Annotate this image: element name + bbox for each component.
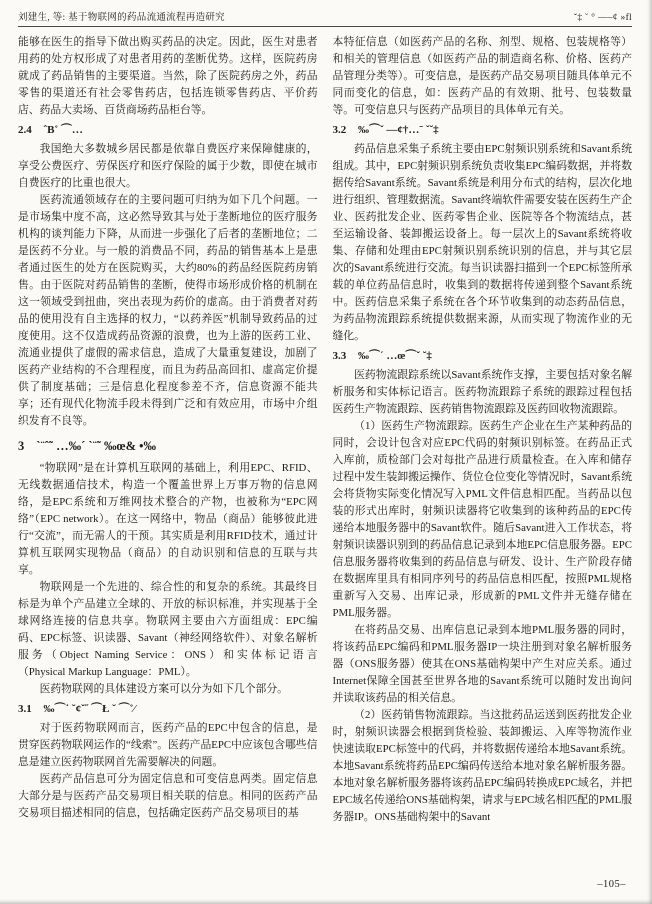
section-number: 3.1: [18, 703, 32, 715]
paragraph: 本特征信息（如医药产品的名称、剂型、规格、包装规格等）和相关的管理信息（如医药产品的制造商名称、价格、医药产品管理分类等）。可变信息，是医药产品交易项目随具体单元不同而变化的信息，如：医药产品的有效期、批号、包装数量等。可变信息只与医药产品项目的具体单元有关。: [332, 36, 632, 116]
section-title: ‰⌒ˇ —¢†…ˉ ˇ˘‡: [358, 124, 439, 136]
paragraph: 医药物联网的具体建设方案可以分为如下几个部分。: [39, 683, 288, 695]
paragraph: “物联网”是在计算机互联网的基础上，利用EPC、RFID、无线数据通信技术，构造一个覆盖世界上万事万物的信息网络，是EPC系统和万维网技术整合的产物，也被称为“EPC网络”（EPC network）。在这一网络中，物品（商品）能够彼此进行“交流”，而无需人的干预。其实质是利用RFID技术，通过计算机互联网实现物品（商品）的自动识别和信息的互联与共享。: [18, 462, 318, 576]
paragraph: 医药物流跟踪系统以Savant系统作支撑，主要包括对象名解析服务和实体标记语言。医药物流跟踪子系统的跟踪过程包括医药生产物流跟踪、医药销售物流跟踪及医药回收物流跟踪。: [332, 369, 632, 415]
paragraph: 我国绝大多数城乡居民都是依靠自费医疗来保障健康的，享受公费医疗、劳保医疗和医疗保险的属于少数，即使在城市自费医疗的比重也很大。: [18, 143, 318, 189]
section-number: 3.2: [332, 124, 347, 136]
section-heading: [18, 438, 318, 455]
section-number: 3: [18, 439, 25, 453]
right-column: [333, 34, 633, 870]
section-title: ˆΒ˚ ⌒…: [43, 124, 83, 136]
paragraph: 物联网是一个先进的、综合性的和复杂的系统。其最终目标是为单个产品建立全球的、开放的标识标准，并实现基于全球网络连接的信息共享。物联网主要由六方面组成：EPC编码、EPC标签、识读器、Savant（神经网络软件）、对象名解析服务（Object Naming Service：ONS）和实体标记语言（Physical Markup Language：PML）。: [18, 581, 318, 678]
section-title: ‰⌒ˊ …œ⌒ˇ ˘‡: [358, 350, 432, 362]
section-heading: [333, 348, 633, 365]
section-heading: [18, 701, 318, 718]
section-title: ˋ¨ˆ˜ …‰´ ˋ¨˜ ‰œ& •‰: [36, 439, 156, 453]
section-title: ‰⌒˙ ˘¢ˇ˝ ⌒Ł ˘ ⌒˚⁄: [43, 703, 136, 715]
section-heading: [333, 122, 633, 139]
section-number: 3.3: [332, 350, 347, 362]
section-heading: [18, 122, 318, 139]
content-columns: [18, 34, 632, 870]
paragraph: 对于医药物联网而言，医药产品的EPC中包含的信息，是贯穿医药物联网运作的“线索”。医药产品EPC中应该包含哪些信息是建立医药物联网首先需要解决的问题。: [18, 722, 318, 768]
left-column: [18, 34, 318, 870]
section-number: 2.4: [18, 124, 32, 136]
page-header: [18, 9, 632, 23]
page-number: –105–: [597, 879, 626, 890]
paragraph: （1）医药生产物流跟踪。医药生产企业在生产某种药品的同时，会设计包含对应EPC代码的射频识别标签。在药品正式入库前，质检部门会对每批产品进行质量检查。在入库和储存过程中发生装卸搬运操作、货位仓位变化等情况时，Savant系统会将货物实际变化情况写入PML文件信息相匹配。当药品以包装的形式出库时，射频识读器将它收集到的该种药品的EPC传递给本地服务器中的Savant软件。随后Savant进入工作状态，将射频识读器识别到的药品信息记录到本地EPC信息服务器。EPC信息服务器将收集到的药品信息与研发、设计、生产阶段存储在数据库里具有相同序列号的药品信息相匹配，按照PML规格重新写入交易、出库记录，形成新的PML文件并无缝存储在PML服务器。: [332, 420, 632, 619]
paragraph: （2）医药销售物流跟踪。当这批药品运送到医药批发企业时，射频识读器会根据到货检验、装卸搬运、入库等物流作业快速读取EPC标签中的代码，并将数据传递给本地Savant系统。本地Savant系统将药品EPC编码传送给本地对象名解析服务器。本地对象名解析服务器将该药品EPC编码转换成EPC域名，并把EPC域名传递给ONS基础构架，请求与EPC域名相匹配的PML服务器IP。ONS基础构架中的Savant: [332, 709, 632, 823]
header-rule: [18, 26, 632, 27]
journal-info: ˇ‡ ˘ ° —–¢ »fl: [573, 13, 632, 23]
paragraph: 药品信息采集子系统主要由EPC射频识别系统和Savant系统组成。其中，EPC射频识别系统负责收集EPC编码数据，并将数据传给Savant系统。Savant系统是利用分布式的结构，层次化地进行组织、管理数据流。Savant终端软件需要安装在医药生产企业、医药批发企业、医药零售企业、医院等各个物流结点，甚至运输设备、装卸搬运设备上。每一层次上的Savant系统将收集、存储和处理由EPC射频识别系统识别的信息，并与其它层次的Savant系统进行交流。每当识读器扫描到一个EPC标签所承载的单位药品信息时，收集到的数据将传递到整个Savant系统中。医药信息采集子系统在各个环节收集到的动态药品信息，为药品物流跟踪系统提供数据来源，从而实现了物流作业的无缝化。: [332, 143, 632, 342]
paragraph: 医药产品信息可分为固定信息和可变信息两类。固定信息大部分是与医药产品交易项目相关联的信息。相同的医药产品交易项目描述相同的信息，包括确定医药产品交易项目的基: [18, 773, 318, 819]
running-head: 刘建生, 等: 基于物联网的药品流通流程再造研究: [18, 13, 225, 23]
paragraph: 能够在医生的指导下做出购买药品的决定。因此，医生对患者用药的处方权形成了对患者用药的垄断优势。这样，医院药房就成了药品销售的主要渠道。当然，除了医院药房之外，药品零售的渠道还有社会零售药店，包括连锁零售药店、平价药店、药品大卖场、百货商场药品柜台等。: [18, 36, 318, 116]
paragraph: 医药流通领域存在的主要问题可归纳为如下几个问题。一是市场集中度不高，这必然导致其与处于垄断地位的医疗服务机构的谈判能力下降，从而进一步强化了后者的垄断地位；二是医药不分业。与一般的消费品不同，药品的销售基本上是患者通过医生的处方在医院购买，大约80%的药品经医院药房销售。由于医院对药品销售的垄断，使得市场形成价格的机制在这一领域受到扭曲，突出表现为药价的虚高。由于消费者对药品的使用没有自主选择的权力，“以药养医”机制导致药品的过度使用。这不仅造成药品资源的浪费，也为上游的医药工业、流通业提供了虚假的需求信息，造成了大量重复建设，加剧了医药产业结构的不合理程度，而且为药品高回扣、虚高定价提供了制度基础；三是信息化程度参差不齐，信息资源不能共享；还有现代化物流手段未得到广泛和有效应用，市场中介组织发育不良等。: [18, 194, 318, 427]
paragraph: 在将药品交易、出库信息记录到本地PML服务器的同时，将该药品EPC编码和PML服务器IP一块注册到对象名解析服务器（ONS服务器）使其在ONS基础构架中产生对应关系。通过Internet保障全国甚至世界各地的Savant系统可以随时发出询问并读取该药品的相关信息。: [332, 624, 632, 704]
